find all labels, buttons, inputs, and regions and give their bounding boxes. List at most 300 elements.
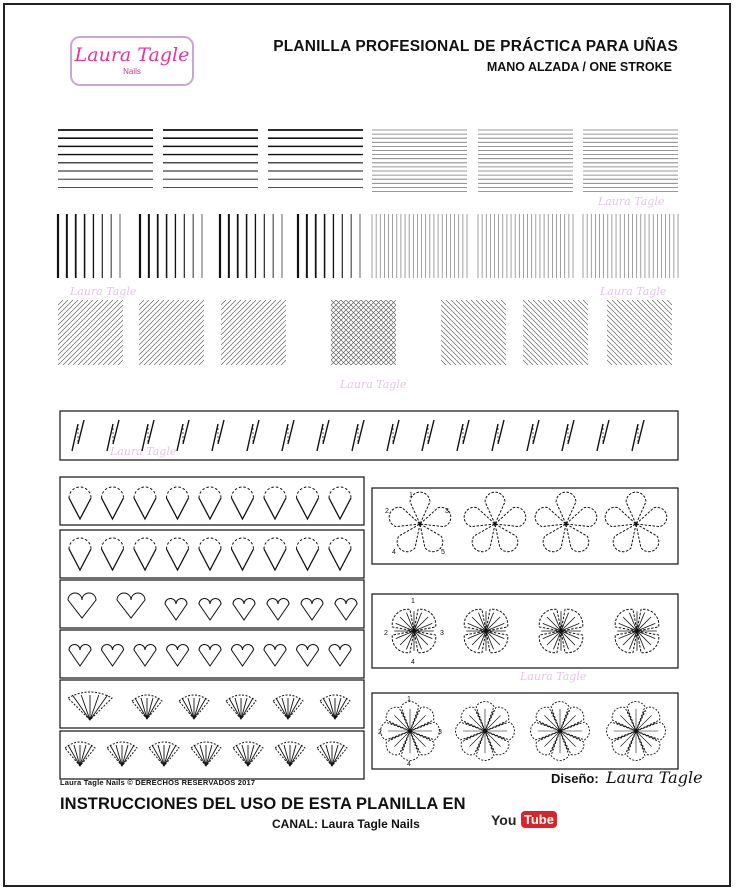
fan-petal [275,742,305,766]
heart-petal [233,599,255,621]
heart-petal [297,645,319,667]
diagonal-line [547,300,612,365]
petal-row-5 [60,680,364,728]
diagonal-line [406,300,471,365]
flower-row-five-petal [372,488,678,564]
diagonal-line [456,300,521,365]
diagonal-line [143,300,208,365]
diagonal-line [271,300,336,365]
diagonal-line [99,300,164,365]
zigzag-stroke [387,420,399,451]
diagonal-line [451,300,516,365]
horizontal-lines-block [58,130,153,187]
heart-petal [117,593,145,618]
diagonal-line [266,300,331,365]
diagonal-line [8,300,73,365]
vertical-lines-block [478,214,573,278]
heart-petal [134,645,156,667]
diagonal-line [732,300,736,365]
diagonal-line [103,300,168,365]
diagonal-line [108,300,173,365]
fan-flower [456,702,515,761]
diagonal-line [78,300,143,365]
diagonal-line [603,300,668,365]
diagonal-line [236,300,301,365]
teardrop-petal [134,538,156,570]
diagonal-line [588,300,653,365]
teardrop-petal [167,538,189,570]
heart-petal [267,599,289,621]
diagonal-square [376,300,636,365]
diagonal-line [633,300,698,365]
diagonal-line [493,300,558,365]
diagonal-line [206,300,271,365]
watermark-text: Laura Tagle [340,378,407,391]
diagonal-line [164,300,229,365]
diagonal-line [23,300,88,365]
logo-sub: Nails [123,67,141,76]
diagonal-line [163,300,228,365]
diagonal-line [3,300,68,365]
diagonal-line [642,300,707,365]
vertical-lines-block [372,214,467,278]
diagonal-line [231,300,296,365]
step-number: 3 [445,508,449,515]
diagonal-line [63,300,128,365]
diagonal-line [129,300,194,365]
diagonal-line [573,300,638,365]
vertical-lines-block [583,214,678,278]
diagonal-line [256,300,321,365]
fan-petal [226,695,256,719]
fan-petal [320,695,350,719]
diagonal-line [18,300,83,365]
diagonal-line [416,300,481,365]
diagonal-line [154,300,219,365]
zigzag-stroke [422,420,434,451]
teardrop-petal [232,487,254,519]
step-number: 3 [440,630,444,637]
diagonal-line [43,300,108,365]
zigzag-stroke [317,420,329,451]
diagonal-line [261,300,326,365]
watermark-text: Laura Tagle [600,285,667,298]
diagonal-line [483,300,548,365]
teardrop-petal [264,487,286,519]
fan-petal [68,692,112,720]
watermark-text: Laura Tagle [70,285,137,298]
diagonal-line [186,300,251,365]
diagonal-square [156,300,416,365]
diagonal-line [113,300,178,365]
diagonal-line [211,300,276,365]
diagonal-line [133,300,198,365]
fan-petal [149,742,179,766]
diagonal-line [88,300,153,365]
diagonal-line [134,300,199,365]
diagonal-line [582,300,647,365]
diagonal-line [613,300,678,365]
teardrop-petal [69,487,91,519]
youtube-logo[interactable] [491,811,557,831]
petal-row-3 [60,580,364,628]
heart-petal [301,599,323,621]
five-petal-flower [389,492,451,552]
step-number: 3 [438,729,442,736]
diagonal-line [176,300,241,365]
diagonal-line [583,300,648,365]
teardrop-petal [264,538,286,570]
step-number: 1 [409,492,413,499]
horizontal-lines-block [268,130,363,187]
fan-petal [65,742,95,766]
design-signature: Laura Tagle [606,768,703,787]
diagonal-line [481,300,546,365]
crosshatch-square-b [266,300,526,365]
horizontal-lines-block [583,130,678,192]
diagonal-line [174,300,239,365]
spoke-flower [392,609,436,653]
diagonal-line [184,300,249,365]
diagonal-line [179,300,244,365]
diagonal-line [216,300,281,365]
diagonal-line [74,300,139,365]
diagonal-line [652,300,717,365]
diagonal-line [153,300,218,365]
diagonal-line [593,300,658,365]
diagonal-line [109,300,174,365]
diagonal-line [33,300,98,365]
fan-flower [381,702,440,761]
diagonal-line [139,300,204,365]
diagonal-line [13,300,78,365]
diagonal-line [662,300,727,365]
horizontal-lines-block [163,130,258,187]
diagonal-square [542,300,736,365]
diagonal-line [508,300,573,365]
diagonal-line [93,300,158,365]
diagonal-line [446,300,511,365]
teardrop-petal [232,538,254,570]
diagonal-line [563,300,628,365]
zigzag-stroke [562,420,574,451]
step-number: 4 [411,659,415,666]
vertical-lines-block [220,214,282,278]
diagonal-line [568,300,633,365]
copyright-text: Laura Tagle Nails © DERECHOS RESERVADOS 2017 [60,778,256,787]
heart-petal [335,599,357,621]
heart-petal [199,645,221,667]
zigzag-stroke [597,420,609,451]
diagonal-line [648,300,713,365]
diagonal-line [577,300,642,365]
five-petal-flower [605,492,667,552]
diagonal-line [697,300,736,365]
petal-row-1 [60,477,364,525]
diagonal-line [513,300,578,365]
diagonal-line [632,300,697,365]
five-petal-flower [535,492,597,552]
diagonal-line [722,300,736,365]
diagonal-line [411,300,476,365]
diagonal-line [104,300,169,365]
diagonal-line [667,300,732,365]
diagonal-line [533,300,598,365]
teardrop-petal [329,538,351,570]
diagonal-line [553,300,618,365]
diagonal-line [196,300,261,365]
diagonal-line [246,300,311,365]
diagonal-line [114,300,179,365]
diagonal-square [458,300,718,365]
spoke-flower [464,609,508,653]
step-number: 5 [441,549,445,556]
diagonal-line [83,300,148,365]
diagonal-line [653,300,718,365]
step-number: 4 [407,761,411,768]
diagonal-square [0,300,253,365]
diagonal-line [0,300,63,365]
watermark-text: Laura Tagle [110,445,177,458]
diagonal-line [557,300,622,365]
diagonal-line [124,300,189,365]
spoke-flower [539,609,583,653]
diagonal-line [602,300,667,365]
diagonal-line [201,300,266,365]
teardrop-petal [329,487,351,519]
diagonal-line [692,300,736,365]
heart-petal [69,645,91,667]
diagonal-line [251,300,316,365]
diagonal-line [144,300,209,365]
horizontal-lines-block [372,130,467,192]
diagonal-line [401,300,466,365]
zigzag-stroke [282,420,294,451]
diagonal-line [84,300,149,365]
step-number: 4 [392,549,396,556]
page-title: PLANILLA PROFESIONAL DE PRÁCTICA PARA UÑAS [273,38,678,55]
diagonal-line [687,300,736,365]
heart-petal [102,645,124,667]
design-label: Diseño: [551,771,599,786]
diagonal-line [123,300,188,365]
zigzag-stroke [212,420,224,451]
youtube-you: You [491,811,517,828]
diagonal-line [543,300,608,365]
fan-petal [179,695,209,719]
diagonal-line [441,300,506,365]
spoke-flower [615,609,659,653]
diagonal-line [89,300,154,365]
diagonal-line [488,300,553,365]
diagonal-line [623,300,688,365]
diagonal-line [707,300,736,365]
fan-petal [317,742,347,766]
teardrop-petal [297,487,319,519]
diagonal-line [528,300,593,365]
heart-petal [329,645,351,667]
instructions-line-1: INSTRUCCIONES DEL USO DE ESTA PLANILLA EN [60,795,466,813]
diagonal-line [518,300,583,365]
vertical-lines-block [298,214,360,278]
watermark-text: Laura Tagle [598,195,665,208]
zigzag-stroke [177,420,189,451]
diagonal-line [73,300,138,365]
diagonal-line [712,300,736,365]
diagonal-line [627,300,692,365]
watermark-text: Laura Tagle [520,670,587,683]
diagonal-line [542,300,607,365]
diagonal-line [48,300,113,365]
diagonal-line [607,300,672,365]
step-number: 1 [411,598,415,605]
diagonal-line [0,300,58,365]
diagonal-line [657,300,722,365]
heart-petal [232,645,254,667]
zigzag-stroke [632,420,644,451]
diagonal-line [38,300,103,365]
diagonal-line [498,300,563,365]
diagonal-line [98,300,163,365]
diagonal-line [118,300,183,365]
heart-petal [165,599,187,621]
diagonal-line [58,300,123,365]
diagonal-line [221,300,286,365]
diagonal-line [618,300,683,365]
diagonal-line [677,300,736,365]
vertical-lines-block [58,214,120,278]
diagonal-line [159,300,224,365]
diagonal-line [587,300,652,365]
teardrop-petal [134,487,156,519]
diagonal-line [226,300,291,365]
diagonal-line [426,300,491,365]
page-subtitle: MANO ALZADA / ONE STROKE [486,60,672,74]
diagonal-line [538,300,603,365]
diagonal-line [28,300,93,365]
diagonal-line [191,300,256,365]
diagonal-line [241,300,306,365]
diagonal-line [702,300,736,365]
diagonal-line [466,300,531,365]
diagonal-line [598,300,663,365]
teardrop-petal [69,538,91,570]
diagonal-line [643,300,708,365]
fan-petal [132,695,162,719]
zigzag-stroke [457,420,469,451]
diagonal-line [396,300,461,365]
diagonal-line [523,300,588,365]
diagonal-line [471,300,536,365]
diagonal-line [562,300,627,365]
teardrop-petal [167,487,189,519]
step-number: 2 [385,508,389,515]
horizontal-lines-block [478,130,573,192]
diagonal-line [592,300,657,365]
step-number: 2 [384,630,388,637]
five-petal-flower [464,492,526,552]
diagonal-line [608,300,673,365]
fan-petal [273,695,303,719]
diagonal-line [461,300,526,365]
diagonal-line [79,300,144,365]
diagonal-line [597,300,662,365]
teardrop-petal [199,487,221,519]
diagonal-line [148,300,213,365]
diagonal-line [486,300,551,365]
diagonal-line [578,300,643,365]
step-number: 2 [378,729,382,736]
vertical-lines-block [140,214,202,278]
diagonal-line [421,300,486,365]
diagonal-line [476,300,541,365]
diagonal-line [431,300,496,365]
diagonal-line [503,300,568,365]
teardrop-petal [297,538,319,570]
diagonal-line [647,300,712,365]
heart-petal [167,645,189,667]
diagonal-line [638,300,703,365]
diagonal-line [558,300,623,365]
diagonal-line [717,300,736,365]
diagonal-line [391,300,456,365]
fan-petal [107,742,137,766]
zigzag-stroke [247,420,259,451]
diagonal-line [727,300,736,365]
youtube-tube: Tube [521,811,557,828]
diagonal-line [169,300,234,365]
diagonal-line [53,300,118,365]
fan-flower [607,702,666,761]
petal-row-2 [60,530,364,578]
diagonal-line [94,300,159,365]
diagonal-line [612,300,677,365]
heart-petal [68,593,96,618]
zigzag-stroke [527,420,539,451]
zigzag-stroke [492,420,504,451]
diagonal-line [617,300,682,365]
heart-petal [199,599,221,621]
diagonal-line [628,300,693,365]
diagonal-line [567,300,632,365]
zigzag-stroke [72,420,84,451]
diagonal-line [572,300,637,365]
diagonal-line [149,300,214,365]
fan-petal [191,742,221,766]
diagonal-line [158,300,223,365]
diagonal-line [552,300,617,365]
teardrop-petal [102,538,124,570]
diagonal-line [622,300,687,365]
diagonal-line [478,300,543,365]
petal-row-4 [60,630,364,678]
diagonal-line [436,300,501,365]
diagonal-line [672,300,736,365]
diagonal-line [119,300,184,365]
logo-name: Laura Tagle [74,44,190,66]
teardrop-petal [102,487,124,519]
step-number: 1 [407,696,411,703]
diagonal-line [181,300,246,365]
diagonal-line [548,300,613,365]
zigzag-stroke [352,420,364,451]
instructions-line-2: CANAL: Laura Tagle Nails [272,817,420,831]
diagonal-line [637,300,702,365]
heart-petal [264,645,286,667]
diagonal-line [138,300,203,365]
fan-petal [233,742,263,766]
teardrop-petal [199,538,221,570]
